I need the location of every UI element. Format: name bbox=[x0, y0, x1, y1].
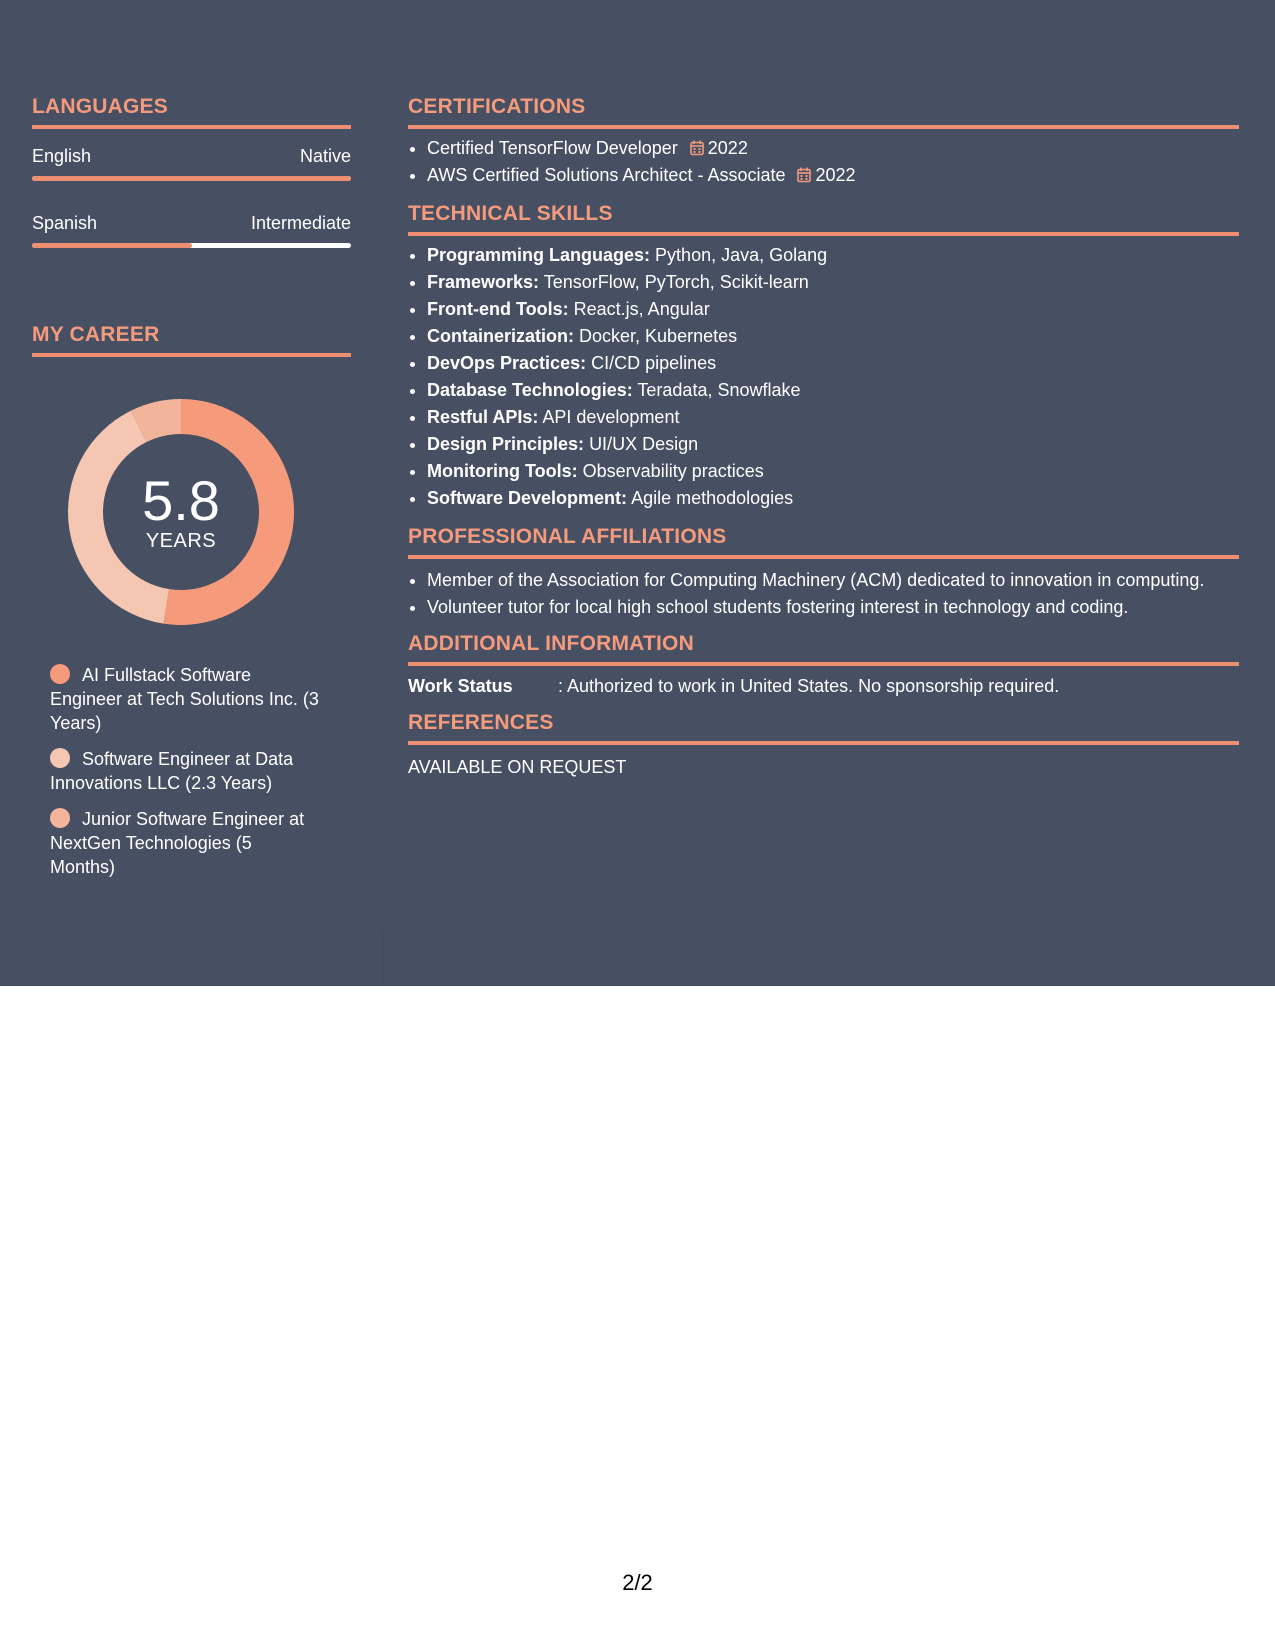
skill-item bbox=[427, 404, 1239, 431]
skill-value: Teradata, Snowflake bbox=[637, 380, 801, 400]
technical-skills-section bbox=[408, 201, 1239, 512]
certification-name: AWS Certified Solutions Architect - Associate bbox=[427, 165, 786, 185]
certifications-section bbox=[408, 94, 1239, 189]
skill-label: Database Technologies: bbox=[427, 380, 633, 400]
skill-label: Software Development: bbox=[427, 488, 628, 508]
skill-item bbox=[427, 323, 1239, 350]
skill-value: UI/UX Design bbox=[589, 434, 699, 454]
skill-value: React.js, Angular bbox=[573, 299, 710, 319]
career-title: MY CAREER bbox=[32, 322, 351, 357]
certification-year: 2022 bbox=[815, 165, 856, 185]
certification-item bbox=[427, 135, 1239, 162]
skill-value: API development bbox=[542, 407, 680, 427]
additional-info-title: ADDITIONAL INFORMATION bbox=[408, 631, 1239, 666]
legend-dot-icon bbox=[50, 748, 70, 768]
skill-label: Monitoring Tools: bbox=[427, 461, 578, 481]
legend-dot-icon bbox=[50, 664, 70, 684]
skill-item bbox=[427, 431, 1239, 458]
calendar-icon bbox=[797, 167, 811, 183]
career-legend-item bbox=[50, 807, 320, 879]
skill-value: Docker, Kubernetes bbox=[579, 326, 738, 346]
certification-name: Certified TensorFlow Developer bbox=[427, 138, 678, 158]
language-item bbox=[32, 144, 351, 181]
career-total-value: 5.8 bbox=[142, 468, 220, 532]
technical-skills-title: TECHNICAL SKILLS bbox=[408, 201, 1239, 236]
skill-label: Design Principles: bbox=[427, 434, 585, 454]
career-legend-label: Junior Software Engineer at NextGen Technologies (5 Months) bbox=[50, 809, 305, 877]
language-proficiency-fill bbox=[32, 176, 351, 181]
career-section bbox=[32, 322, 351, 879]
calendar-icon bbox=[690, 140, 704, 156]
career-legend-label: Software Engineer at Data Innovations LLC (2.3 Years) bbox=[50, 749, 294, 793]
sidebar bbox=[32, 94, 351, 891]
language-item bbox=[32, 211, 351, 248]
language-proficiency-bar bbox=[32, 176, 351, 181]
skill-value: Agile methodologies bbox=[631, 488, 794, 508]
skill-value: CI/CD pipelines bbox=[591, 353, 717, 373]
language-name: Spanish bbox=[32, 213, 98, 233]
page-number: 2/2 bbox=[622, 1570, 653, 1595]
skill-label: Frameworks: bbox=[427, 272, 540, 292]
languages-title: LANGUAGES bbox=[32, 94, 351, 129]
work-status-row bbox=[408, 674, 1239, 698]
work-status-value: : Authorized to work in United States. No sponsorship required. bbox=[558, 676, 1060, 696]
career-total-unit: YEARS bbox=[145, 529, 217, 552]
affiliation-item: • Member of the Association for Computing Machinery (ACM) dedicated to innovation in computing. bbox=[427, 568, 1239, 592]
affiliations-section bbox=[408, 524, 1239, 619]
skill-item bbox=[427, 269, 1239, 296]
skill-label: Programming Languages: bbox=[427, 245, 651, 265]
affiliations-list bbox=[408, 568, 1239, 619]
references-title: REFERENCES bbox=[408, 710, 1239, 745]
skill-item bbox=[427, 242, 1239, 269]
skill-value: TensorFlow, PyTorch, Scikit-learn bbox=[543, 272, 809, 292]
career-legend-label: AI Fullstack Software Engineer at Tech Solutions Inc. (3 Years) bbox=[50, 665, 319, 733]
skill-label: Restful APIs: bbox=[427, 407, 539, 427]
column-divider bbox=[382, 930, 383, 986]
skill-item bbox=[427, 485, 1239, 512]
language-name: English bbox=[32, 146, 92, 166]
career-legend-item bbox=[50, 747, 320, 795]
certifications-list bbox=[408, 135, 1239, 189]
career-legend bbox=[50, 663, 320, 879]
legend-dot-icon bbox=[50, 808, 70, 828]
technical-skills-list bbox=[408, 242, 1239, 512]
references-text: AVAILABLE ON REQUEST bbox=[408, 757, 627, 777]
language-proficiency-fill bbox=[32, 243, 192, 248]
skill-label: DevOps Practices: bbox=[427, 353, 587, 373]
skill-label: Front-end Tools: bbox=[427, 299, 569, 319]
affiliation-item: • Volunteer tutor for local high school students fostering interest in technology and coding. bbox=[427, 595, 1239, 619]
certifications-title: CERTIFICATIONS bbox=[408, 94, 1239, 129]
work-status-label: Work Status bbox=[408, 676, 513, 696]
skill-item bbox=[427, 350, 1239, 377]
affiliations-title: PROFESSIONAL AFFILIATIONS bbox=[408, 524, 1239, 559]
skill-item bbox=[427, 296, 1239, 323]
references-section bbox=[408, 710, 1239, 779]
skill-item bbox=[427, 458, 1239, 485]
language-proficiency-bar bbox=[32, 243, 351, 248]
main-content bbox=[408, 94, 1239, 791]
skill-value: Python, Java, Golang bbox=[655, 245, 828, 265]
certification-item bbox=[427, 162, 1239, 189]
languages-section bbox=[32, 94, 351, 248]
skill-label: Containerization: bbox=[427, 326, 574, 346]
certification-year: 2022 bbox=[707, 138, 748, 158]
career-donut-chart bbox=[66, 397, 296, 627]
career-legend-item bbox=[50, 663, 320, 735]
skill-item bbox=[427, 377, 1239, 404]
language-level: Native bbox=[299, 146, 351, 166]
language-level: Intermediate bbox=[250, 213, 351, 233]
skill-value: Observability practices bbox=[582, 461, 764, 481]
additional-info-section bbox=[408, 631, 1239, 698]
